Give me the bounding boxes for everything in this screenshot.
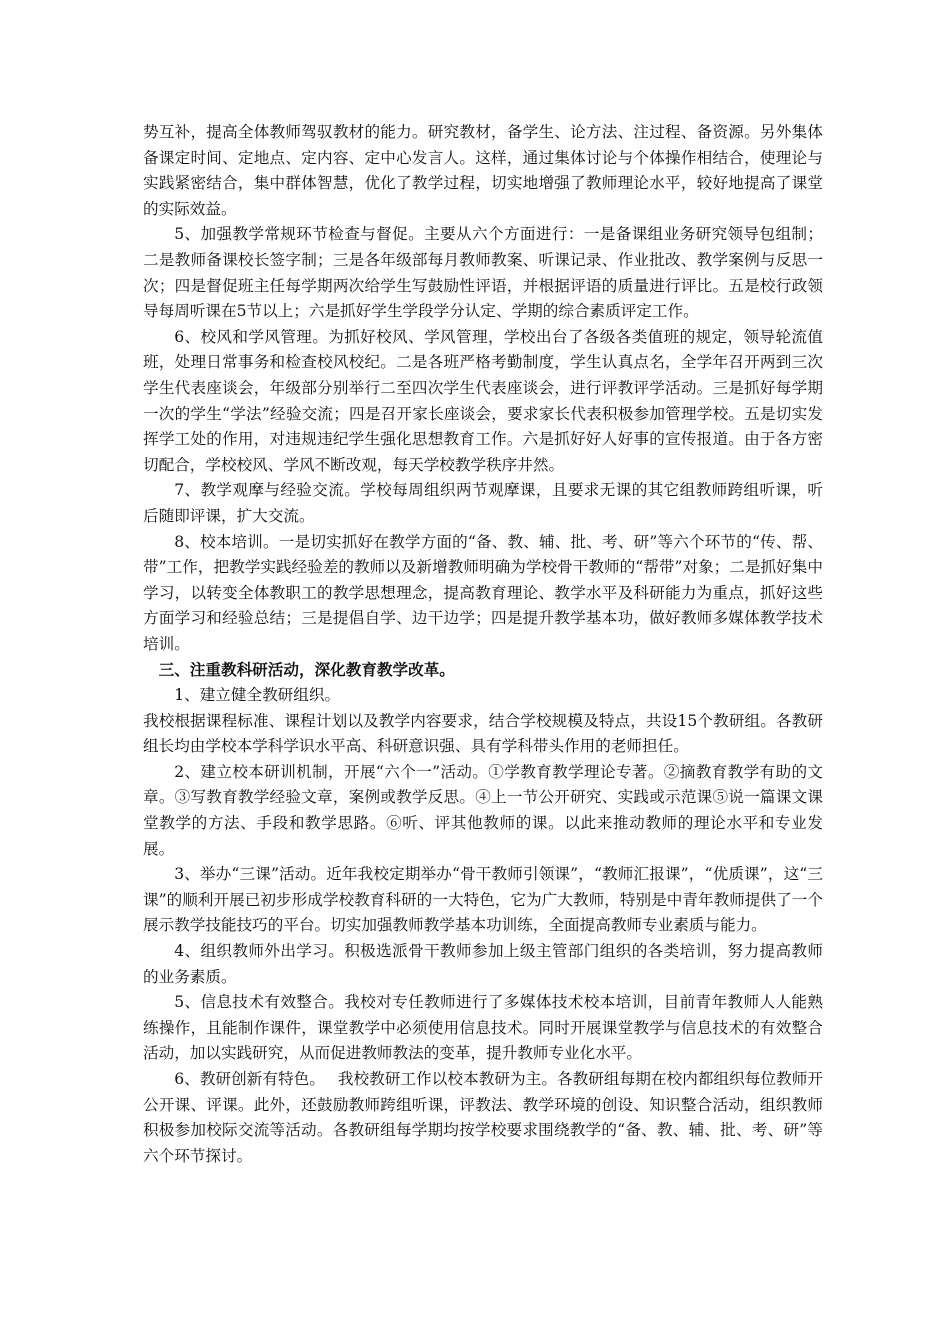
paragraph-research-org-title: 1、建立健全教研组织。 <box>174 686 341 705</box>
paragraph-external-study: 4、组织教师外出学习。积极选派骨干教师参加上级主管部门组织的各类培训，努力提高教师的业务素质。 <box>143 942 823 986</box>
paragraph-research-groups: 我校根据课程标准、课程计划以及教学内容要求，结合学校规模及特点，共设15个教研组。各教研组长均由学校本学科学识水平高、科研意识强、具有学科带头作用的老师担任。 <box>143 711 823 756</box>
document-page <box>143 120 823 1169</box>
paragraph-school-style-management: 6、校风和学风管理。为抓好校风、学风管理，学校出台了各级各类值班的规定，领导轮流值班，处理日常事务和检查校风校纪。二是各班严格考勤制度，学生认真点名，全学年召开两到三次学生代表座谈会，年级部分别举行二至四次学生代表座谈会，进行评教评学活动。三是抓好每学期一次的学生“学法”经验交流；四是召开家长座谈会，要求家长代表积极参加管理学校。五是切实发挥学工处的作用，对违规违纪学生强化思想教育工作。六是抓好好人好事的宣传报道。由于各方密切配合，学校校风、学风不断改观，每天学校教学秩序井然。 <box>143 327 823 474</box>
paragraph-three-lessons: 3、举办“三课”活动。近年我校定期举办“骨干教师引领课”，“教师汇报课”，“优质课”，这“三课”的顺利开展已初步形成学校教育科研的一大特色，它为广大教师，特别是中青年教师提供了一个展示教学技能技巧的平台。切实加强教师教学基本功训练，全面提高教师专业素质与能力。 <box>143 865 823 935</box>
paragraph-collective-lesson-prep-cont: 势互补，提高全体教师驾驭教材的能力。研究教材，备学生、论方法、注过程、备资源。另外集体备课定时间、定地点、定内容、定中心发言人。这样，通过集体讨论与个体操作相结合，使理论与实践紧密结合，集中群体智慧，优化了教学过程，切实地增强了教师理论水平，较好地提高了课堂的实际效益。 <box>143 123 823 218</box>
paragraph-routine-inspection: 5、加强教学常规环节检查与督促。主要从六个方面进行：一是备课组业务研究领导包组制；二是教师备课校长签字制；三是各年级部每月教师教案、听课记录、作业批改、教学案例与反思一次；四是督促班主任每学期两次给学生写鼓励性评语，并根据评语的质量进行评比。五是校行政领导每周听课在5节以上；六是抓好学生学段学分认定、学期的综合素质评定工作。 <box>143 225 823 321</box>
paragraph-teaching-observation: 7、教学观摩与经验交流。学校每周组织两节观摩课，且要求无课的其它组教师跨组听课，听后随即评课，扩大交流。 <box>143 481 823 525</box>
paragraph-school-training: 8、校本培训。一是切实抓好在教学方面的“备、教、辅、批、考、研”等六个环节的“传、帮、带”工作，把教学实践经验差的教师以及新增教师明确为学校骨干教师的“帮带”对象；二是抓好集中学习，以转变全体教职工的教学思想理念，提高教育理论、教学水平及科研能力为重点，抓好这些方面学习和经验总结；三是提倡自学、边干边学；四是提升教学基本功，做好教师多媒体教学技术培训。 <box>143 532 823 653</box>
paragraph-it-integration: 5、信息技术有效整合。我校对专任教师进行了多媒体技术校本培训，目前青年教师人人能熟练操作，且能制作课件，课堂教学中必须使用信息技术。同时开展课堂教学与信息技术的有效整合活动，加以实践研究，从而促进教师教法的变革，提升教师专业化水平。 <box>143 993 823 1063</box>
paragraph-research-innovation: 6、教研创新有特色。 我校教研工作以校本教研为主。各教研组每期在校内都组织每位教师开公开课、评课。此外，还鼓励教师跨组听课，评教法、教学环境的创设、知识整合活动，组织教师积极参加校际交流等活动。各教研组每学期均按学校要求围绕教学的“备、教、辅、批、考、研”等六个环节探讨。 <box>143 1069 823 1165</box>
section-heading-research: 三、注重教科研活动，深化教育教学改革。 <box>158 660 455 680</box>
paragraph-six-ones: 2、建立校本研训机制，开展“六个一”活动。①学教育教学理论专著。②摘教育教学有助的文章。③写教育教学经验文章，案例或教学反思。④上一节公开研究、实践或示范课⑤说一篇课文课堂教学的方法、手段和教学思路。⑥听、评其他教师的课。以此来推动教师的理论水平和专业发展。 <box>143 762 823 858</box>
